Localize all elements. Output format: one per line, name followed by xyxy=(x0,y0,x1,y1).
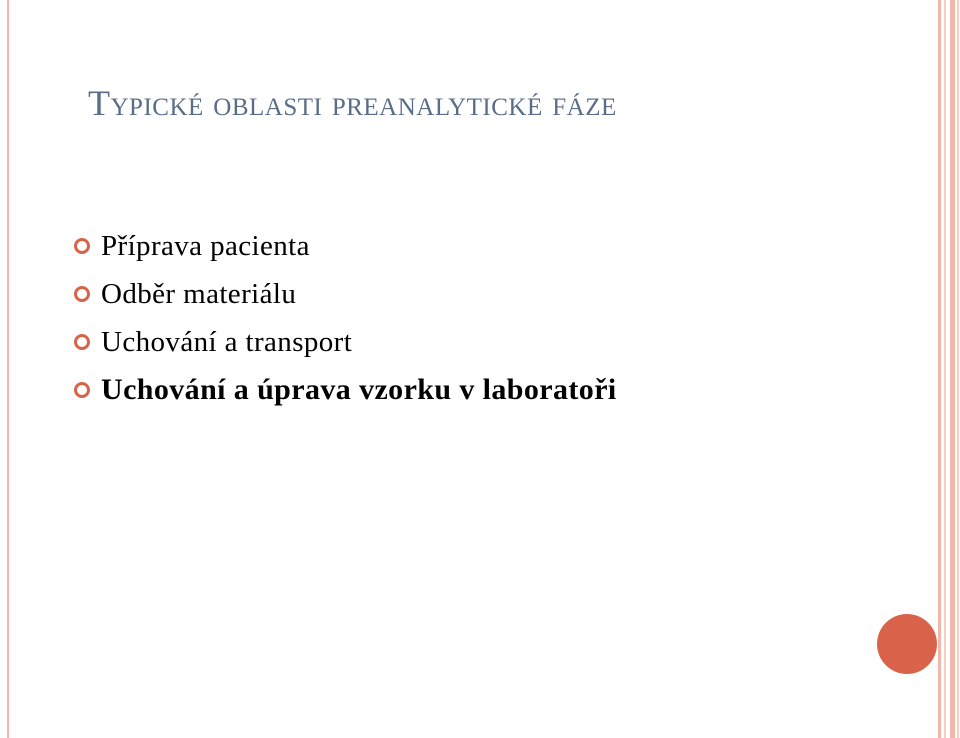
bullet-item xyxy=(74,222,617,270)
bullet-item xyxy=(74,318,617,366)
bullet-text: Příprava pacienta xyxy=(101,230,310,262)
right-border-stripe xyxy=(938,0,941,738)
bullet-item xyxy=(74,366,617,414)
bullet-text: Odběr materiálu xyxy=(101,278,297,310)
decorative-circle xyxy=(877,614,937,674)
slide-title: Typické oblasti preanalytické fáze xyxy=(88,83,617,123)
right-border-stripe xyxy=(944,0,946,738)
bullet-item xyxy=(74,270,617,318)
ring-bullet-icon xyxy=(74,382,90,398)
right-border-stripe xyxy=(957,0,959,738)
ring-bullet-icon xyxy=(74,334,90,350)
left-border-line xyxy=(7,0,9,738)
bullet-text: Uchování a úprava vzorku v laboratoři xyxy=(101,373,617,406)
ring-bullet-icon xyxy=(74,238,90,254)
ring-bullet-icon xyxy=(74,286,90,302)
bullet-text: Uchování a transport xyxy=(101,326,353,358)
right-border-stripe xyxy=(950,0,955,738)
bullet-list xyxy=(74,222,617,414)
